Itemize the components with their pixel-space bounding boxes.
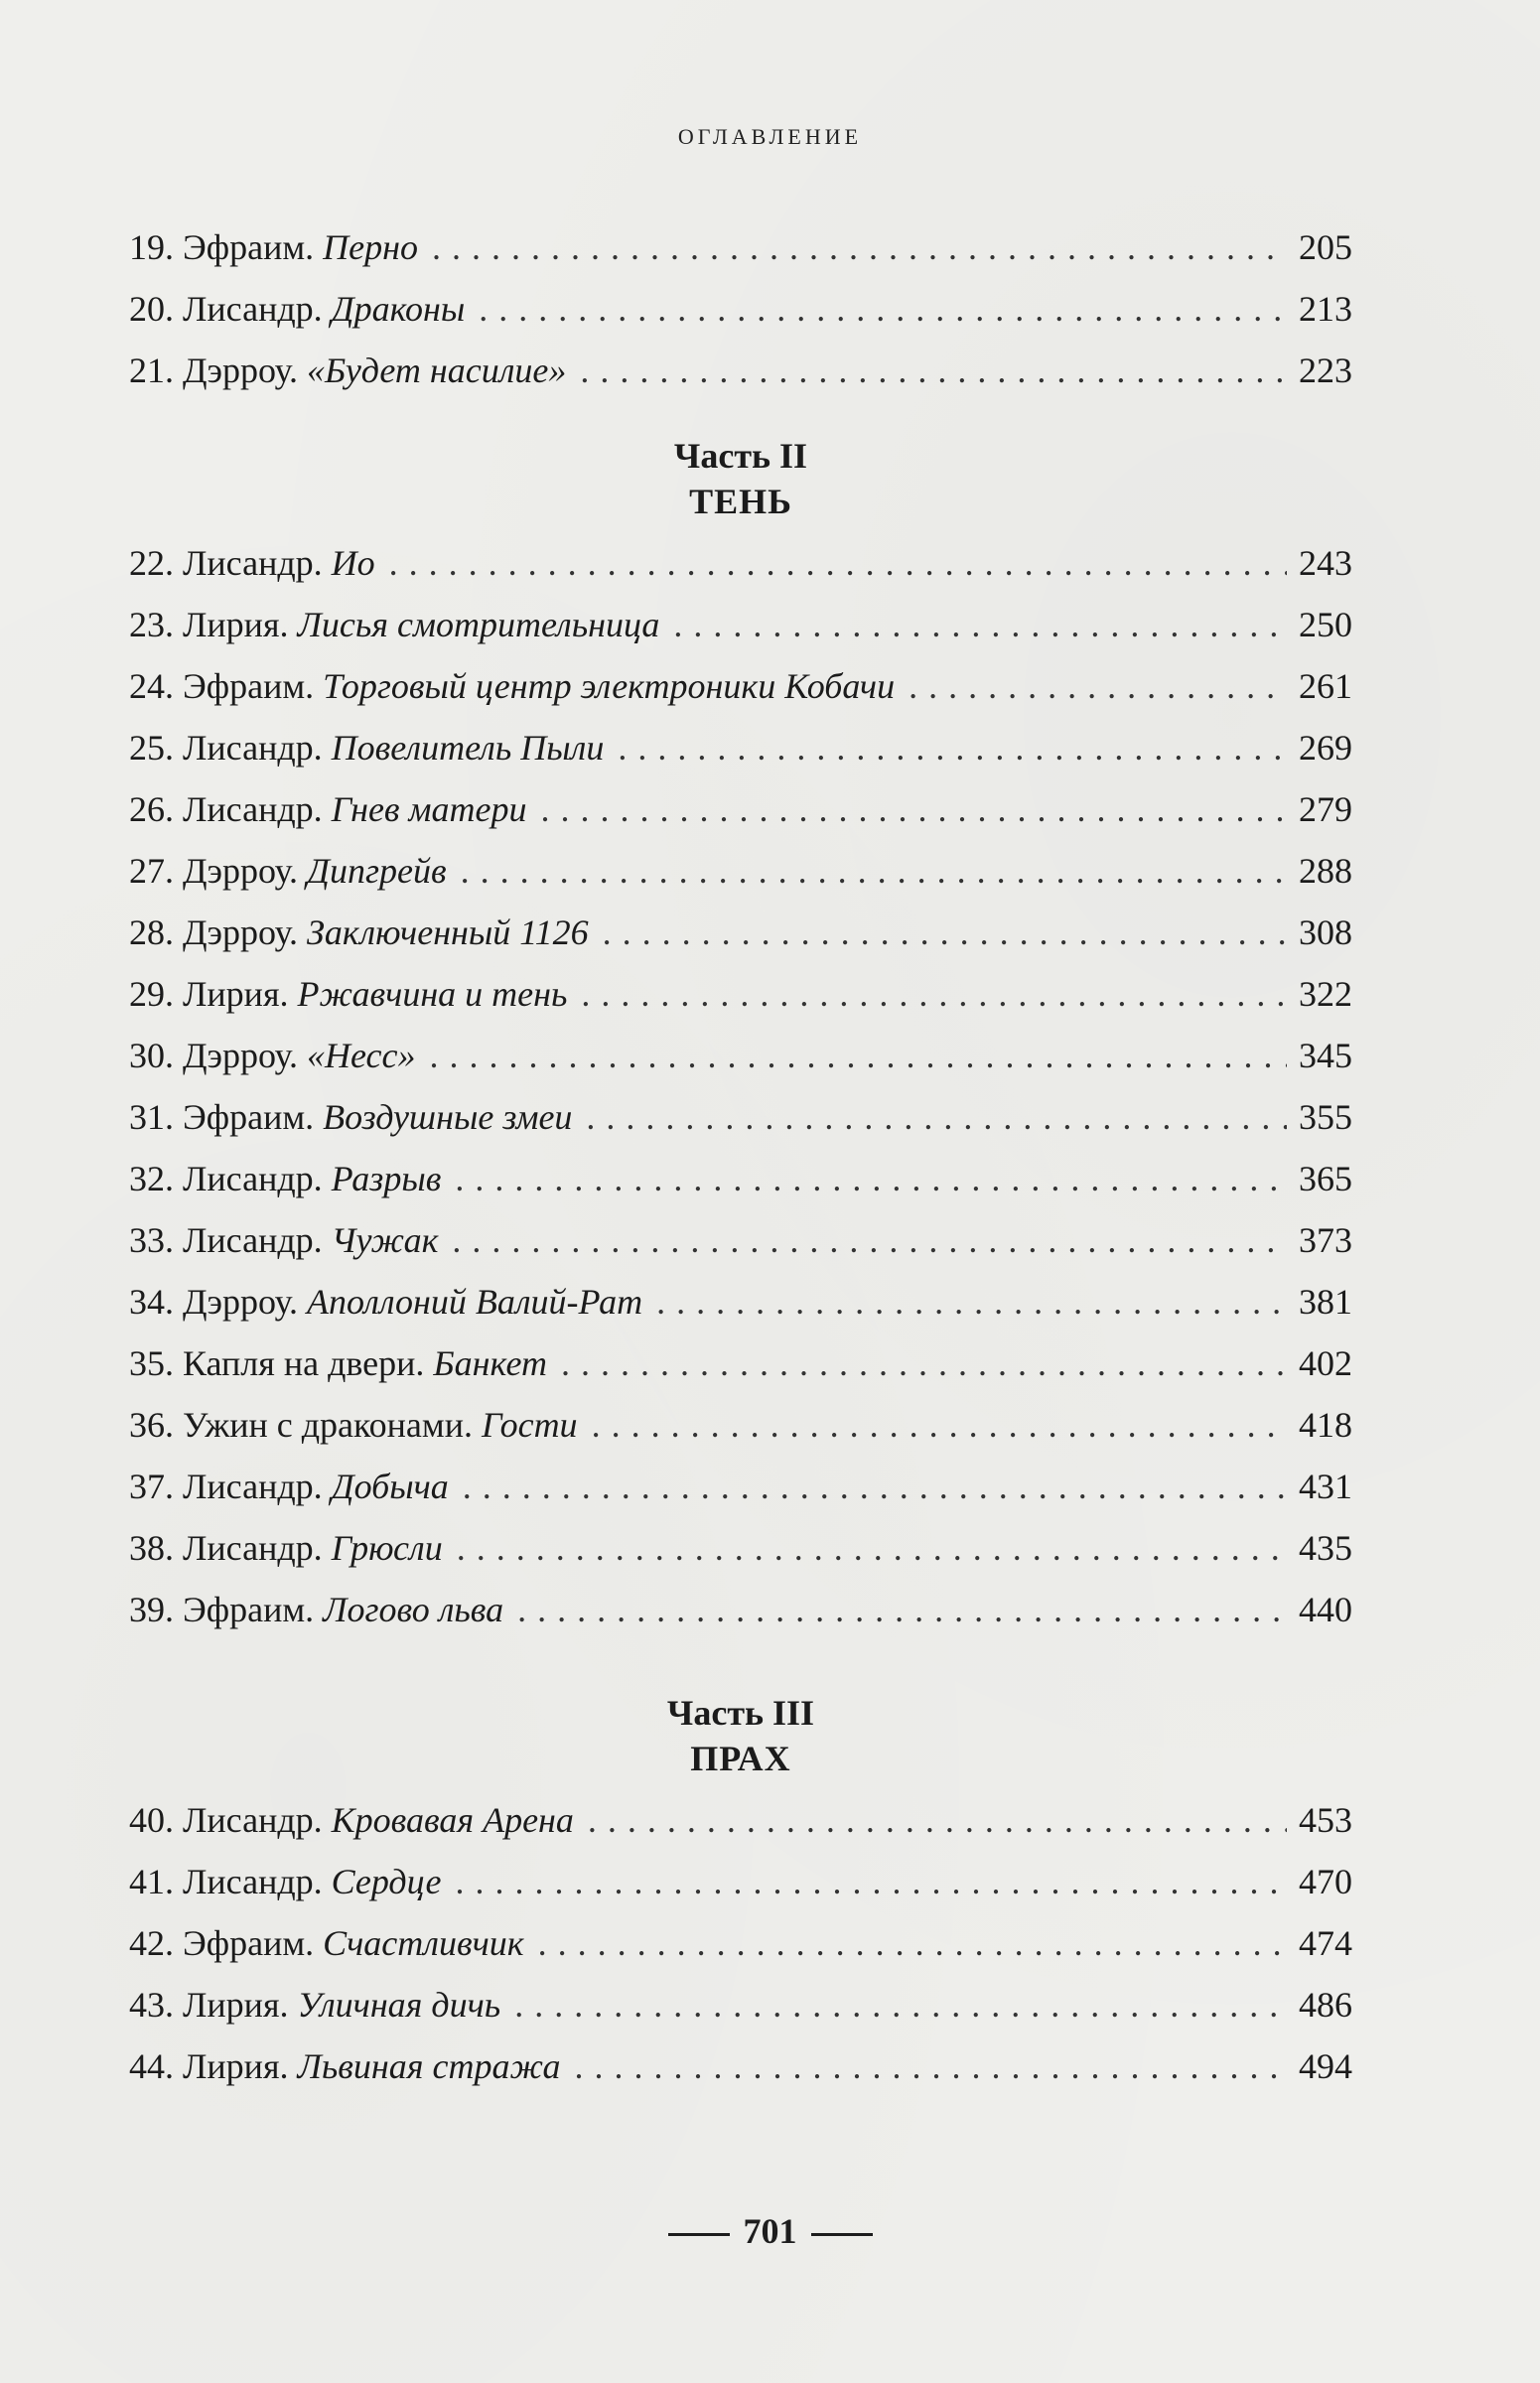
- dot-leader: [432, 216, 1287, 278]
- page-number: 435: [1299, 1528, 1352, 1568]
- page-number: 365: [1299, 1159, 1352, 1198]
- page-number: 243: [1299, 543, 1352, 583]
- toc-entry: 43. Лирия. Уличная дичь . . . 486: [129, 1974, 1352, 2035]
- dot-leader: [389, 532, 1287, 594]
- toc-entry: 41. Лисандр. Сердце . . . 470: [129, 1851, 1352, 1912]
- dot-leader: [561, 1332, 1287, 1394]
- page-number: 213: [1299, 289, 1352, 329]
- page-number: 279: [1299, 789, 1352, 829]
- dot-leader: [909, 655, 1287, 717]
- toc-entry: 37. Лисандр. Добыча . . . 431: [129, 1456, 1352, 1517]
- part-label: Часть II: [673, 436, 808, 476]
- toc-entry: 30. Дэрроу. «Несс» . . . 345: [129, 1025, 1352, 1086]
- part-heading: [129, 433, 1352, 524]
- page-number: 288: [1299, 851, 1352, 891]
- toc-entry: 36. Ужин с драконами. Гости . . . 418: [129, 1394, 1352, 1456]
- page-number: 355: [1299, 1097, 1352, 1137]
- dot-leader: [463, 1456, 1287, 1517]
- dot-leader: [479, 278, 1287, 340]
- dot-leader: [592, 1394, 1287, 1456]
- dot-leader: [673, 594, 1287, 655]
- dot-leader: [538, 1912, 1287, 1974]
- toc-entry: 34. Дэрроу. Аполлоний Валий-Рат . . . 381: [129, 1271, 1352, 1332]
- page-number: 453: [1299, 1800, 1352, 1840]
- toc-entry: 29. Лирия. Ржавчина и тень . . . 322: [129, 963, 1352, 1025]
- page-number: 373: [1299, 1220, 1352, 1260]
- dot-leader: [586, 1086, 1287, 1148]
- page-number: 402: [1299, 1343, 1352, 1383]
- dot-leader: [541, 778, 1288, 840]
- toc-entry: 19. Эфраим. Перно . . . 205: [129, 216, 1352, 278]
- dot-leader: [461, 840, 1287, 902]
- toc-entry: 24. Эфраим. Торговый центр электроники Кобачи . . . 261: [129, 655, 1352, 717]
- toc-group-part-2: [129, 532, 1352, 1640]
- page-number: 345: [1299, 1036, 1352, 1075]
- table-of-contents: [129, 216, 1352, 2097]
- toc-entry: 26. Лисандр. Гнев матери . . . 279: [129, 778, 1352, 840]
- part-title: ТЕНЬ: [689, 482, 792, 521]
- dot-leader: [656, 1271, 1287, 1332]
- folio-dash-right: [811, 2233, 873, 2236]
- page-number: 322: [1299, 974, 1352, 1014]
- toc-entry: 33. Лисандр. Чужак . . . 373: [129, 1209, 1352, 1271]
- folio-number: 701: [743, 2211, 797, 2251]
- page-number: 261: [1299, 666, 1352, 706]
- page-folio: [0, 2210, 1540, 2252]
- dot-leader: [456, 1851, 1287, 1912]
- page-number: 431: [1299, 1467, 1352, 1506]
- page-number: 381: [1299, 1282, 1352, 1322]
- dot-leader: [455, 1148, 1287, 1209]
- toc-entry: 39. Эфраим. Логово льва . . . 440: [129, 1579, 1352, 1640]
- toc-group-part-3: [129, 1789, 1352, 2097]
- page-number: 474: [1299, 1923, 1352, 1963]
- toc-entry: 22. Лисандр. Ио . . . 243: [129, 532, 1352, 594]
- page-number: 223: [1299, 350, 1352, 390]
- dot-leader: [457, 1517, 1287, 1579]
- toc-entry: 25. Лисандр. Повелитель Пыли . . . 269: [129, 717, 1352, 778]
- toc-entry: 23. Лирия. Лисья смотрительница . . . 250: [129, 594, 1352, 655]
- page-number: 308: [1299, 912, 1352, 952]
- page-number: 486: [1299, 1985, 1352, 2025]
- toc-entry: 44. Лирия. Львиная стража . . . 494: [129, 2035, 1352, 2097]
- dot-leader: [580, 340, 1287, 401]
- part-title: ПРАХ: [690, 1739, 791, 1778]
- toc-group-part-1: [129, 216, 1352, 401]
- part-label: Часть III: [666, 1693, 815, 1733]
- dot-leader: [452, 1209, 1287, 1271]
- page-number: 250: [1299, 605, 1352, 644]
- toc-entry: 38. Лисандр. Грюсли . . . 435: [129, 1517, 1352, 1579]
- dot-leader: [603, 902, 1287, 963]
- dot-leader: [575, 2035, 1288, 2097]
- toc-entry: 42. Эфраим. Счастливчик . . . 474: [129, 1912, 1352, 1974]
- toc-entry: 32. Лисандр. Разрыв . . . 365: [129, 1148, 1352, 1209]
- toc-entry: 20. Лисандр. Драконы . . . 213: [129, 278, 1352, 340]
- page-number: 418: [1299, 1405, 1352, 1445]
- dot-leader: [618, 717, 1287, 778]
- running-head: оглавление: [677, 116, 863, 151]
- toc-entry: 21. Дэрроу. «Будет насилие» . . . 223: [129, 340, 1352, 401]
- toc-entry: 35. Капля на двери. Банкет . . . 402: [129, 1332, 1352, 1394]
- toc-entry: 31. Эфраим. Воздушные змеи . . . 355: [129, 1086, 1352, 1148]
- page-number: 494: [1299, 2046, 1352, 2086]
- dot-leader: [430, 1025, 1287, 1086]
- dot-leader: [581, 963, 1287, 1025]
- dot-leader: [517, 1579, 1287, 1640]
- toc-entry: 27. Дэрроу. Дипгрейв . . . 288: [129, 840, 1352, 902]
- page-number: 269: [1299, 728, 1352, 768]
- page-number: 470: [1299, 1862, 1352, 1901]
- dot-leader: [514, 1974, 1287, 2035]
- toc-entry: 28. Дэрроу. Заключенный 1126 . . . 308: [129, 902, 1352, 963]
- dot-leader: [588, 1789, 1287, 1851]
- folio-dash-left: [668, 2233, 730, 2236]
- page-number: 440: [1299, 1590, 1352, 1629]
- page-number: 205: [1299, 227, 1352, 267]
- toc-entry: 40. Лисандр. Кровавая Арена . . . 453: [129, 1789, 1352, 1851]
- part-heading: [129, 1690, 1352, 1781]
